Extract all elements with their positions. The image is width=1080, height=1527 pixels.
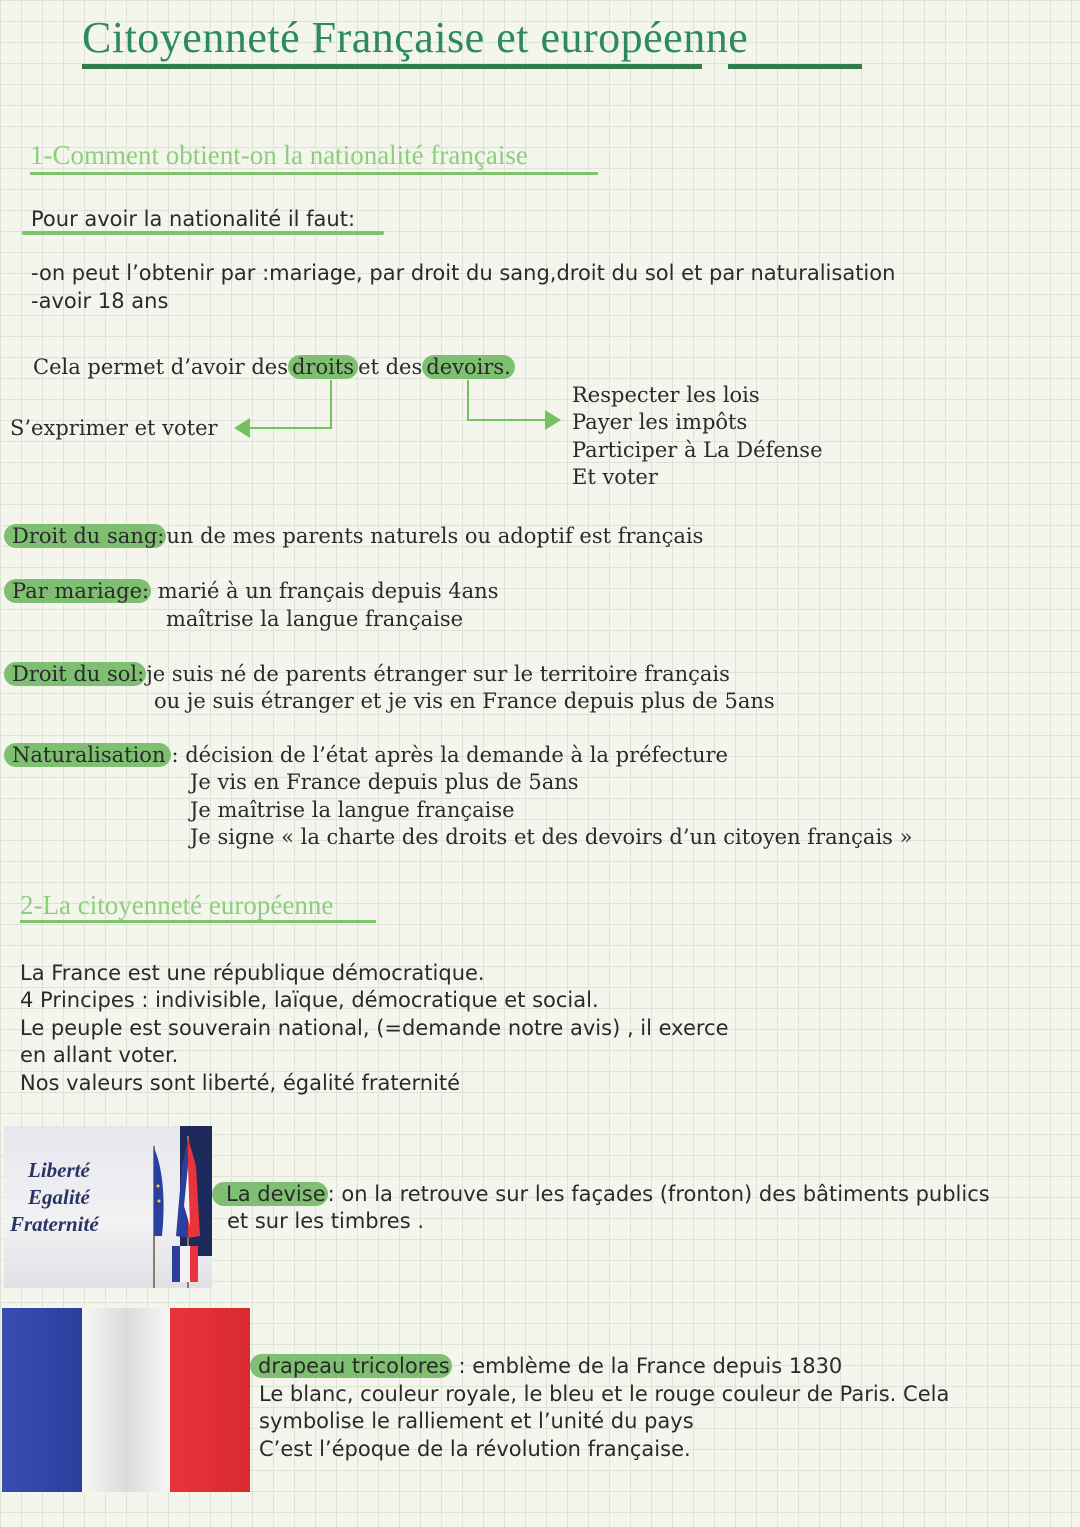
droit-sol-line: je suis né de parents étranger sur le territoire français	[146, 662, 730, 686]
title-underline	[82, 64, 702, 69]
mariage-line: maîtrise la langue française	[166, 607, 464, 631]
droit-sol-label: Droit du sol:	[4, 662, 146, 686]
right-arrow-icon	[545, 410, 561, 430]
section1-heading-underline	[30, 172, 598, 175]
mariage	[4, 578, 498, 606]
flag-blue-stripe	[2, 1308, 82, 1492]
devoirs-arrow-horizontal	[467, 419, 547, 421]
flags-icon	[4, 1126, 212, 1288]
rights-middle: et des	[358, 355, 423, 379]
republic-line: Le peuple est souverain national, (=demande notre avis) , il exerce	[20, 1016, 729, 1040]
droits-highlight: droits	[288, 355, 358, 379]
rights-before: Cela permet d’avoir des	[33, 355, 288, 379]
title-underline	[728, 64, 862, 69]
republic-line: en allant voter.	[20, 1043, 179, 1067]
flag-white-stripe	[82, 1308, 170, 1492]
flag-red-stripe	[170, 1308, 250, 1492]
devoir-item: Payer les impôts	[572, 410, 748, 434]
droits-item: S’exprimer et voter	[10, 416, 218, 440]
section2-heading-underline	[20, 920, 376, 923]
naturalisation-line: : décision de l’état après la demande à la préfecture	[171, 743, 728, 767]
obtain-line: -on peut l’obtenir par :mariage, par droit du sang,droit du sol et par naturalisation	[31, 261, 896, 285]
devise-word: Fraternité	[10, 1212, 99, 1236]
naturalisation-line: Je signe « la charte des droits et des devoirs d’un citoyen français »	[190, 825, 913, 849]
intro-text: Pour avoir la nationalité il faut:	[31, 207, 356, 231]
age-line: -avoir 18 ans	[31, 289, 169, 313]
intro-underline	[22, 231, 384, 235]
mariage-line: marié à un français depuis 4ans	[157, 579, 499, 603]
left-arrow-icon	[234, 418, 250, 438]
devoir-item: Participer à La Défense	[572, 438, 823, 462]
naturalisation-line: Je maîtrise la langue française	[190, 798, 515, 822]
devoir-item: Respecter les lois	[572, 383, 760, 407]
rights-sentence	[33, 354, 515, 382]
naturalisation-line: Je vis en France depuis plus de 5ans	[190, 770, 579, 794]
devise-word: Liberté	[28, 1158, 90, 1182]
devoirs-highlight: devoirs.	[422, 355, 515, 379]
section2-heading: 2-La citoyenneté européenne	[20, 890, 334, 920]
devise-word: Egalité	[28, 1185, 90, 1209]
droit-sang	[4, 523, 703, 551]
republic-line: Nos valeurs sont liberté, égalité fraternité	[20, 1071, 461, 1095]
devise-line: : on la retrouve sur les façades (fronton) des bâtiments publics	[327, 1182, 990, 1206]
mariage-label: Par mariage:	[4, 579, 151, 603]
droit-sol-line: ou je suis étranger et je vis en France depuis plus de 5ans	[154, 689, 775, 713]
drapeau-line: : emblème de la France depuis 1830	[458, 1354, 843, 1378]
naturalisation	[4, 742, 728, 770]
drapeau-line: Le blanc, couleur royale, le bleu et le rouge couleur de Paris. Cela	[259, 1382, 950, 1406]
drapeau-line: symbolise le ralliement et l’unité du pays	[259, 1409, 694, 1433]
droit-sang-text: un de mes parents naturels ou adoptif est français	[166, 524, 704, 548]
republic-line: 4 Principes : indivisible, laïque, démocratique et social.	[20, 988, 599, 1012]
droits-arrow-vertical	[330, 380, 332, 428]
page-title: Citoyenneté Française et européenne	[82, 13, 749, 62]
droits-arrow-horizontal	[246, 427, 332, 429]
devise-line: et sur les timbres .	[227, 1209, 424, 1233]
drapeau-line: C’est l’époque de la révolution française.	[259, 1437, 691, 1461]
devise-label: La devise	[212, 1182, 328, 1206]
drapeau	[250, 1353, 842, 1381]
devise	[212, 1181, 990, 1209]
republic-line: La France est une république démocratique.	[20, 961, 485, 985]
drapeau-label: drapeau tricolores	[250, 1354, 452, 1378]
devoir-item: Et voter	[572, 465, 658, 489]
naturalisation-label: Naturalisation	[4, 743, 171, 767]
droit-sang-label: Droit du sang:	[4, 524, 166, 548]
devise-image	[4, 1126, 212, 1288]
droit-sol	[4, 661, 730, 689]
section1-heading: 1-Comment obtient-on la nationalité française	[30, 140, 528, 170]
devoirs-arrow-vertical	[467, 380, 469, 420]
french-flag-image	[2, 1308, 250, 1492]
